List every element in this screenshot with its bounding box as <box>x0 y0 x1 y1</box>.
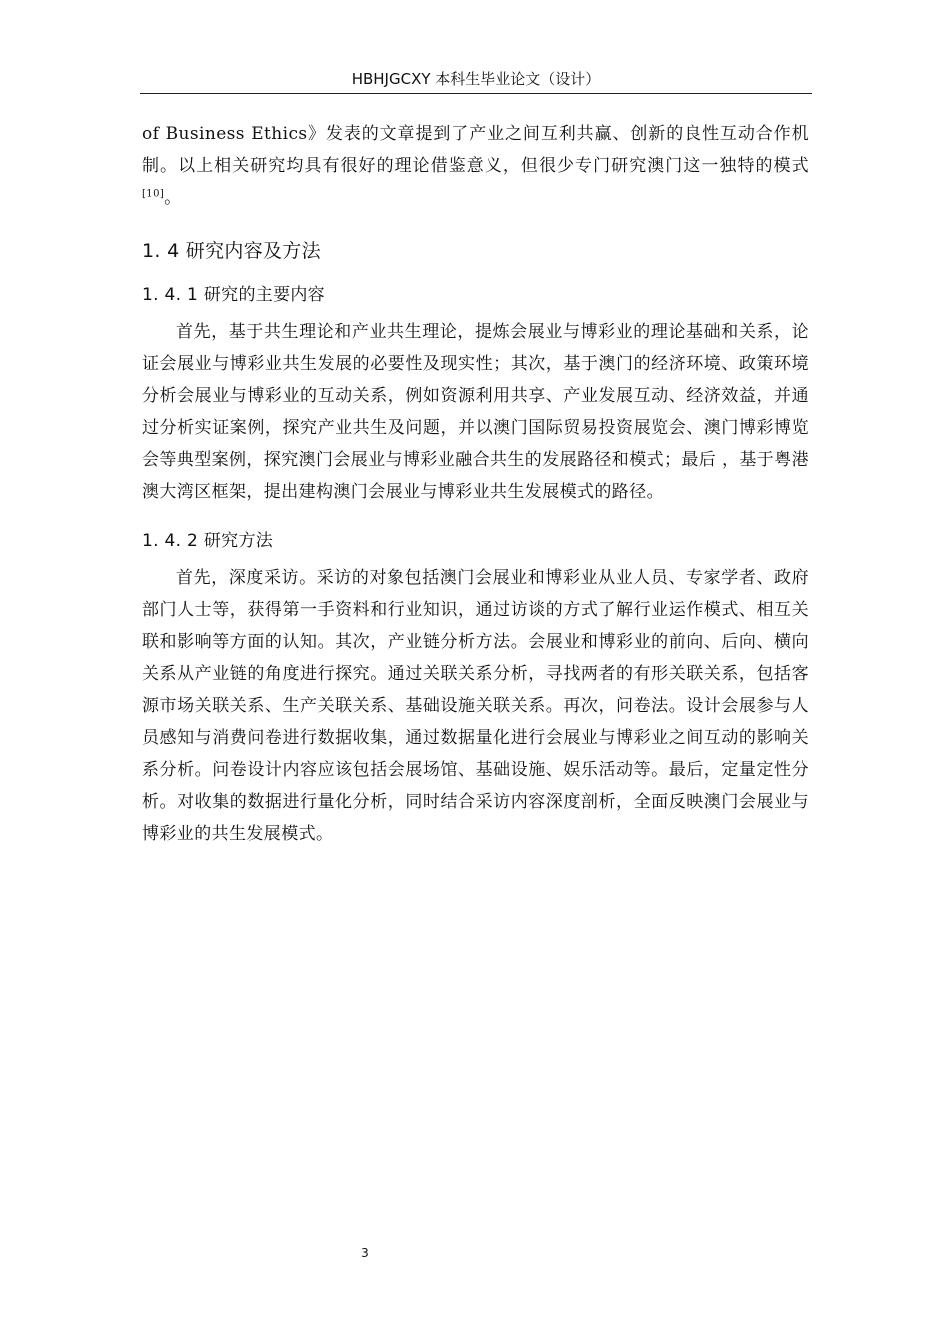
page-header: HBHJGCXY 本科生毕业论文（设计） <box>351 70 601 88</box>
citation-ref: [10] <box>142 188 165 200</box>
section-heading-1-4-1: 1. 4. 1 研究的主要内容 <box>142 285 325 305</box>
page-number: 3 <box>361 1246 369 1260</box>
intro-text: of Business Ethics》发表的文章提到了产业之间互利共赢、创新的良性互动合作机制。以上相关研究均具有很好的理论借鉴意义，但很少专门研究澳门这一独特的模式 <box>142 124 809 176</box>
section-heading-1-4: 1. 4 研究内容及方法 <box>142 240 321 262</box>
main-content-paragraph: 首先，基于共生理论和产业共生理论，提炼会展业与博彩业的理论基础和关系，论证会展业与博彩业共生发展的必要性及现实性；其次，基于澳门的经济环境、政策环境分析会展业与博彩业的互动关系，例如资源利用共享、产业发展互动、经济效益，并通过分析实证案例，探究产业共生及问题，并以澳门国际贸易投资展览会、澳门博彩博览会等典型案例，探究澳门会展业与博彩业融合共生的发展路径和模式；最后 ，基于粤港澳大湾区框架，提出建构澳门会展业与博彩业共生发展模式的路径。 <box>142 322 810 502</box>
methods-paragraph: 首先，深度采访。采访的对象包括澳门会展业和博彩业从业人员、专家学者、政府部门人士等，获得第一手资料和行业知识，通过访谈的方式了解行业运作模式、相互关联和影响等方面的认知。其次，产业链分析方法。会展业和博彩业的前向、后向、横向关系从产业链的角度进行探究。通过关联关系分析，寻找两者的有形关联关系，包括客源市场关联关系、生产关联关系、基础设施关联关系。再次，问卷法。设计会展参与人员感知与消费问卷进行数据收集，通过数据量化进行会展业与博彩业之间互动的影响关系分析。问卷设计内容应该包括会展场馆、基础设施、娱乐活动等。最后，定量定性分析。对收集的数据进行量化分析，同时结合采访内容深度剖析，全面反映澳门会展业与博彩业的共生发展模式。 <box>142 568 809 844</box>
intro-paragraph <box>142 118 809 214</box>
document-body <box>142 118 809 850</box>
intro-end: 。 <box>164 188 182 208</box>
header-rule <box>140 93 812 94</box>
section-heading-1-4-2: 1. 4. 2 研究方法 <box>142 531 274 551</box>
